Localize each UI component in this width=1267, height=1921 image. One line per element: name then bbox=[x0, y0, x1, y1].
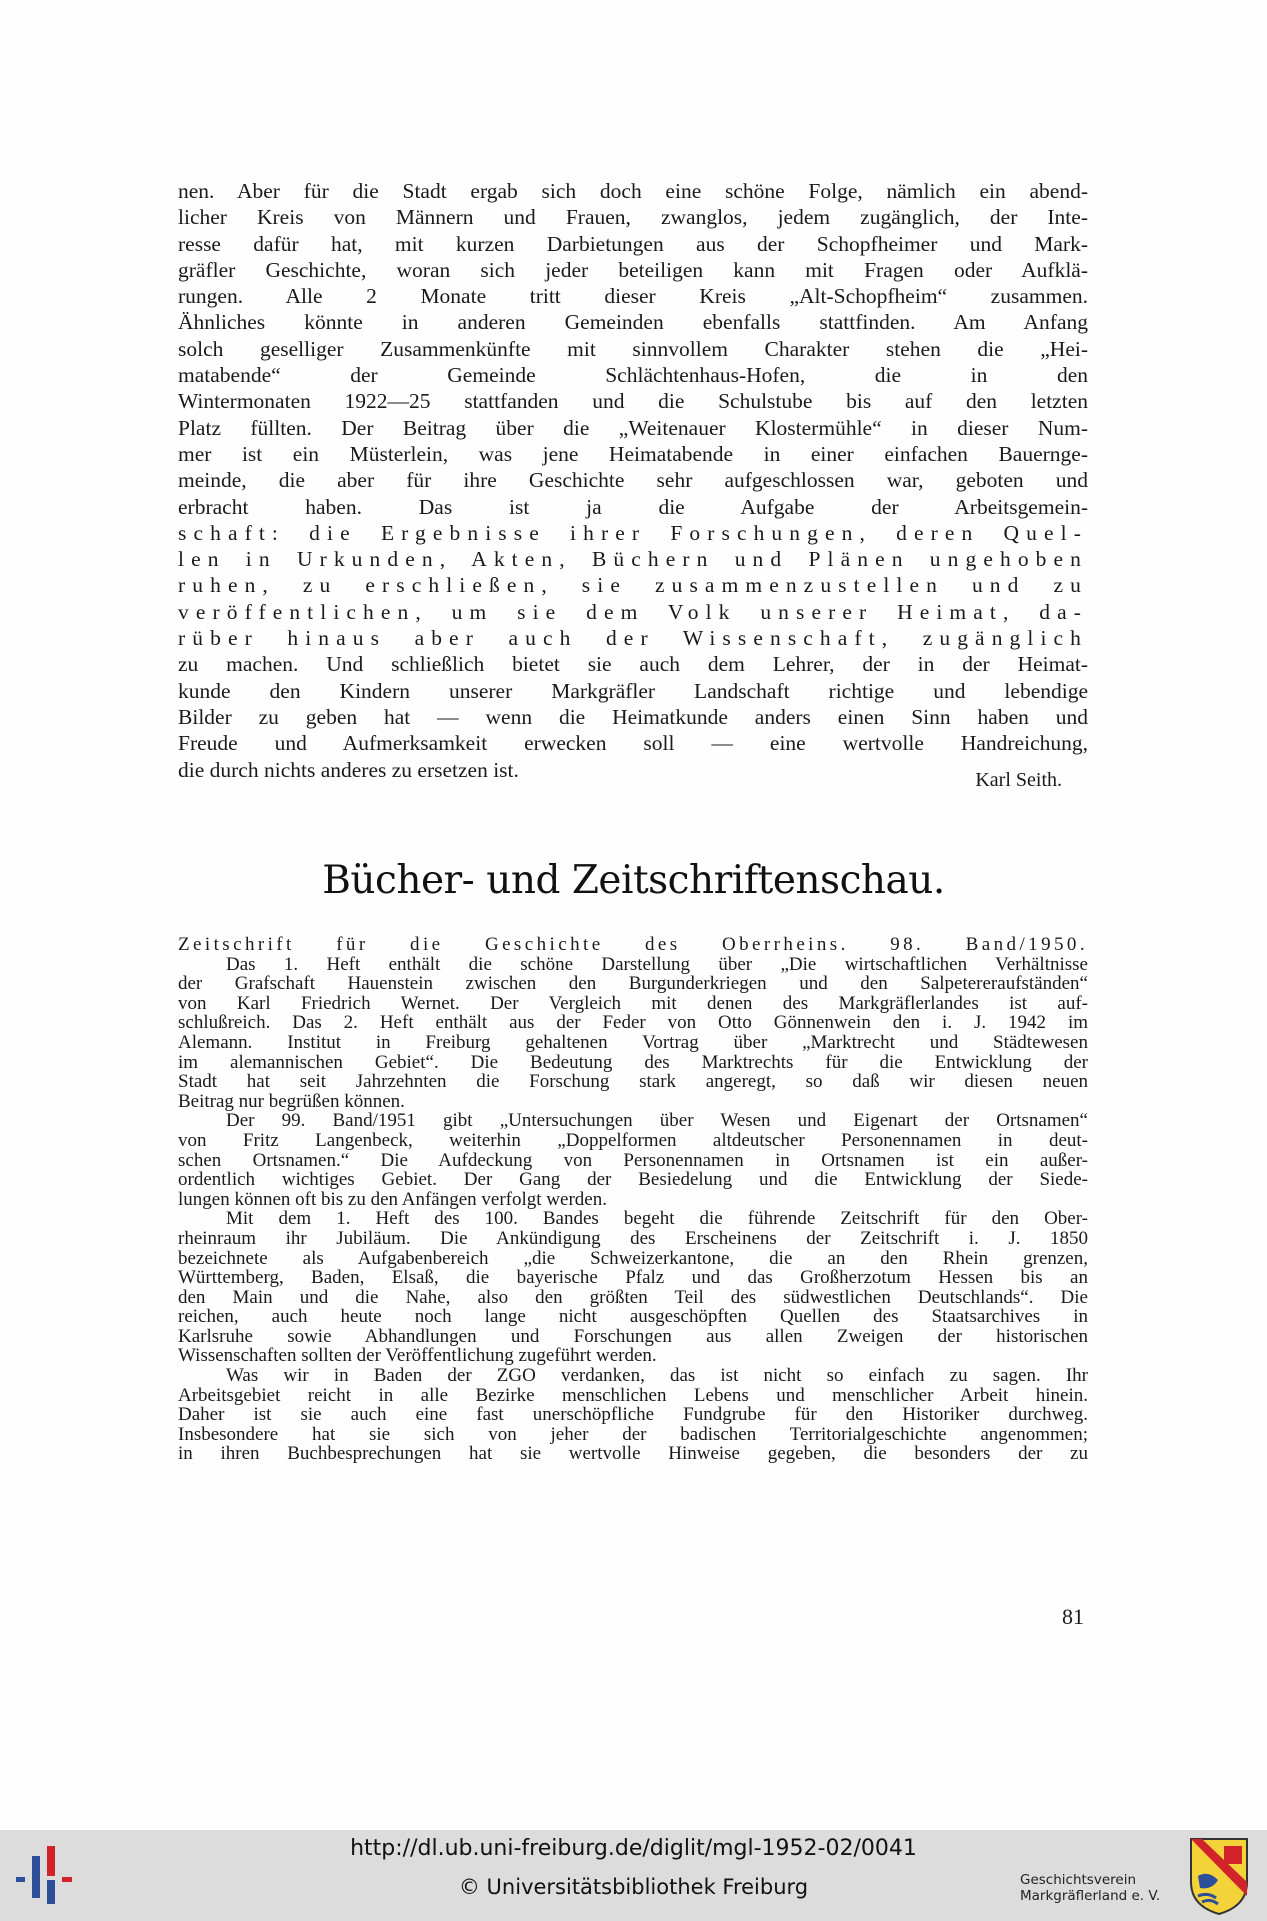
article-conclusion bbox=[178, 178, 1088, 783]
text-line: Bilder zu geben hat — wenn die Heimatkunde anders einen Sinn haben und bbox=[178, 704, 1088, 729]
viewer-footer bbox=[0, 1830, 1267, 1921]
text-line: Das 1. Heft enthält die schöne Darstellung über „Die wirtschaftlichen Verhältnisse bbox=[226, 953, 1088, 975]
text-line: den Main und die Nahe, also den größten Teil des südwestlichen Deutschlands“. Die bbox=[178, 1286, 1088, 1308]
review-title: Zeitschrift für die Geschichte des Oberrheins. 98. Band/1950. bbox=[178, 934, 1088, 955]
text-line: ordentlich wichtiges Gebiet. Der Gang der Besiedelung und die Entwicklung der Siede- bbox=[178, 1169, 1088, 1191]
coat-of-arms-icon bbox=[1188, 1836, 1250, 1916]
text-line: reichen, auch heute noch lange nicht ausgeschöpften Quellen des Staatsarchives in bbox=[178, 1306, 1088, 1328]
text-line: von Karl Friedrich Wernet. Der Vergleich mit denen des Markgräflerlandes ist auf- bbox=[178, 992, 1088, 1014]
text-line: Wissenschaften sollten der Veröffentlichung zugeführt werden. bbox=[178, 1345, 657, 1367]
text-line: Ähnliches könnte in anderen Gemeinden ebenfalls stattfinden. Am Anfang bbox=[178, 310, 1088, 335]
text-line: Platz füllten. Der Beitrag über die „Weitenauer Klostermühle“ in dieser Num- bbox=[178, 415, 1088, 440]
text-line: Daher ist sie auch eine fast unerschöpfliche Fundgrube für den Historiker durchweg. bbox=[178, 1404, 1088, 1426]
text-line: in ihren Buchbesprechungen hat sie wertvolle Hinweise gegeben, die besonders der zu bbox=[178, 1443, 1088, 1465]
text-line: solch geselliger Zusammenkünfte mit sinnvollem Charakter stehen die „Hei- bbox=[178, 336, 1088, 361]
text-line: lungen können oft bis zu den Anfängen verfolgt werden. bbox=[178, 1188, 607, 1210]
text-line: rungen. Alle 2 Monate tritt dieser Kreis „Alt-Schopfheim“ zusammen. bbox=[178, 284, 1088, 309]
text-line: bezeichnete als Aufgabenbereich „die Schweizerkantone, die an den Rhein grenzen, bbox=[178, 1247, 1088, 1269]
text-line: Der 99. Band/1951 gibt „Untersuchungen über Wesen und Eigenart der Ortsnamen“ bbox=[226, 1110, 1088, 1132]
text-line: Beitrag nur begrüßen können. bbox=[178, 1090, 405, 1112]
org-name bbox=[1020, 1872, 1160, 1904]
text-line: Freude und Aufmerksamkeit erwecken soll — eine wertvolle Handreichung, bbox=[178, 731, 1088, 756]
text-line: len in Urkunden, Akten, Büchern und Plänen ungehoben bbox=[178, 547, 1088, 572]
text-line: schaft: die Ergebnisse ihrer Forschungen, deren Quel- bbox=[178, 520, 1088, 545]
text-line: resse dafür hat, mit kurzen Darbietungen aus der Schopfheimer und Mark- bbox=[178, 231, 1088, 256]
text-line: veröffentlichen, um sie dem Volk unserer Heimat, da- bbox=[178, 599, 1088, 624]
text-line: rheinraum ihr Jubiläum. Die Ankündigung des Erscheinens der Zeitschrift i. J. 1850 bbox=[178, 1227, 1088, 1249]
text-line: Alemann. Institut in Freiburg gehaltenen Vortrag über „Marktrecht und Städtewesen bbox=[178, 1031, 1088, 1053]
text-line: Karlsruhe sowie Abhandlungen und Forschungen aus allen Zweigen der historischen bbox=[178, 1325, 1088, 1347]
text-line: Stadt hat seit Jahrzehnten die Forschung stark angeregt, so daß wir diesen neuen bbox=[178, 1071, 1088, 1093]
page-number: 81 bbox=[1062, 1604, 1084, 1629]
text-line: nen. Aber für die Stadt ergab sich doch eine schöne Folge, nämlich ein abend- bbox=[178, 179, 1088, 203]
text-line: Wintermonaten 1922—25 stattfanden und die Schulstube bis auf den letzten bbox=[178, 389, 1088, 414]
text-line: gräfler Geschichte, woran sich jeder beteiligen kann mit Fragen oder Aufklä- bbox=[178, 257, 1088, 282]
text-line: kunde den Kindern unserer Markgräfler Landschaft richtige und lebendige bbox=[178, 678, 1088, 703]
org-name-line: Markgräflerland e. V. bbox=[1020, 1888, 1161, 1904]
section-heading: Bücher- und Zeitschriftenschau. bbox=[322, 858, 945, 903]
text-line: meinde, die aber für ihre Geschichte sehr aufgeschlossen war, geboten und bbox=[178, 468, 1088, 493]
text-line: licher Kreis von Männern und Frauen, zwanglos, jedem zugänglich, der Inte- bbox=[178, 205, 1088, 230]
permalink[interactable]: http://dl.ub.uni-freiburg.de/diglit/mgl-1952-02/0041 bbox=[350, 1836, 917, 1861]
text-line: von Fritz Langenbeck, weiterhin „Doppelformen altdeutscher Personennamen in deut- bbox=[178, 1129, 1088, 1151]
text-line: rüber hinaus aber auch der Wissenschaft, zugänglich bbox=[178, 626, 1088, 651]
review-section bbox=[178, 935, 1088, 1464]
copyright-notice: © Universitätsbibliothek Freiburg bbox=[458, 1875, 809, 1899]
text-line: schlußreich. Das 2. Heft enthält aus der Feder von Otto Gönnenwein den i. J. 1942 im bbox=[178, 1012, 1088, 1034]
text-line: Württemberg, Baden, Elsaß, die bayerische Pfalz und das Großherzotum Hessen bis an bbox=[178, 1267, 1088, 1289]
text-line: Arbeitsgebiet reicht in alle Bezirke menschlichen Lebens und menschlicher Arbeit hinein. bbox=[178, 1384, 1088, 1406]
text-line: ruhen, zu erschließen, sie zusammenzustellen und zu bbox=[178, 573, 1088, 598]
text-line: mer ist ein Müsterlein, was jene Heimatabende in einer einfachen Bauernge- bbox=[178, 441, 1088, 466]
text-line: der Grafschaft Hauenstein zwischen den Burgunderkriegen und den Salpetereraufständen“ bbox=[178, 973, 1088, 995]
author-signature: Karl Seith. bbox=[975, 769, 1062, 791]
text-line: Was wir in Baden der ZGO verdanken, das ist nicht so einfach zu sagen. Ihr bbox=[226, 1365, 1088, 1387]
org-name-line: Geschichtsverein bbox=[1020, 1872, 1136, 1888]
text-line: schen Ortsnamen.“ Die Aufdeckung von Personennamen in Ortsnamen ist ein außer- bbox=[178, 1149, 1088, 1171]
text-line: matabende“ der Gemeinde Schlächtenhaus-Hofen, die in den bbox=[178, 363, 1088, 388]
text-line: zu machen. Und schließlich bietet sie auch dem Lehrer, der in der Heimat- bbox=[178, 652, 1088, 677]
text-line: erbracht haben. Das ist ja die Aufgabe der Arbeitsgemein- bbox=[178, 494, 1088, 519]
text-line: Mit dem 1. Heft des 100. Bandes begeht die führende Zeitschrift für den Ober- bbox=[226, 1208, 1088, 1230]
text-line: Insbesondere hat sie sich von jeher der badischen Territorialgeschichte angenommen; bbox=[178, 1423, 1088, 1445]
text-line: die durch nichts anderes zu ersetzen ist. bbox=[178, 757, 519, 782]
text-line: im alemannischen Gebiet“. Die Bedeutung des Marktrechts für die Entwicklung der bbox=[178, 1051, 1088, 1073]
